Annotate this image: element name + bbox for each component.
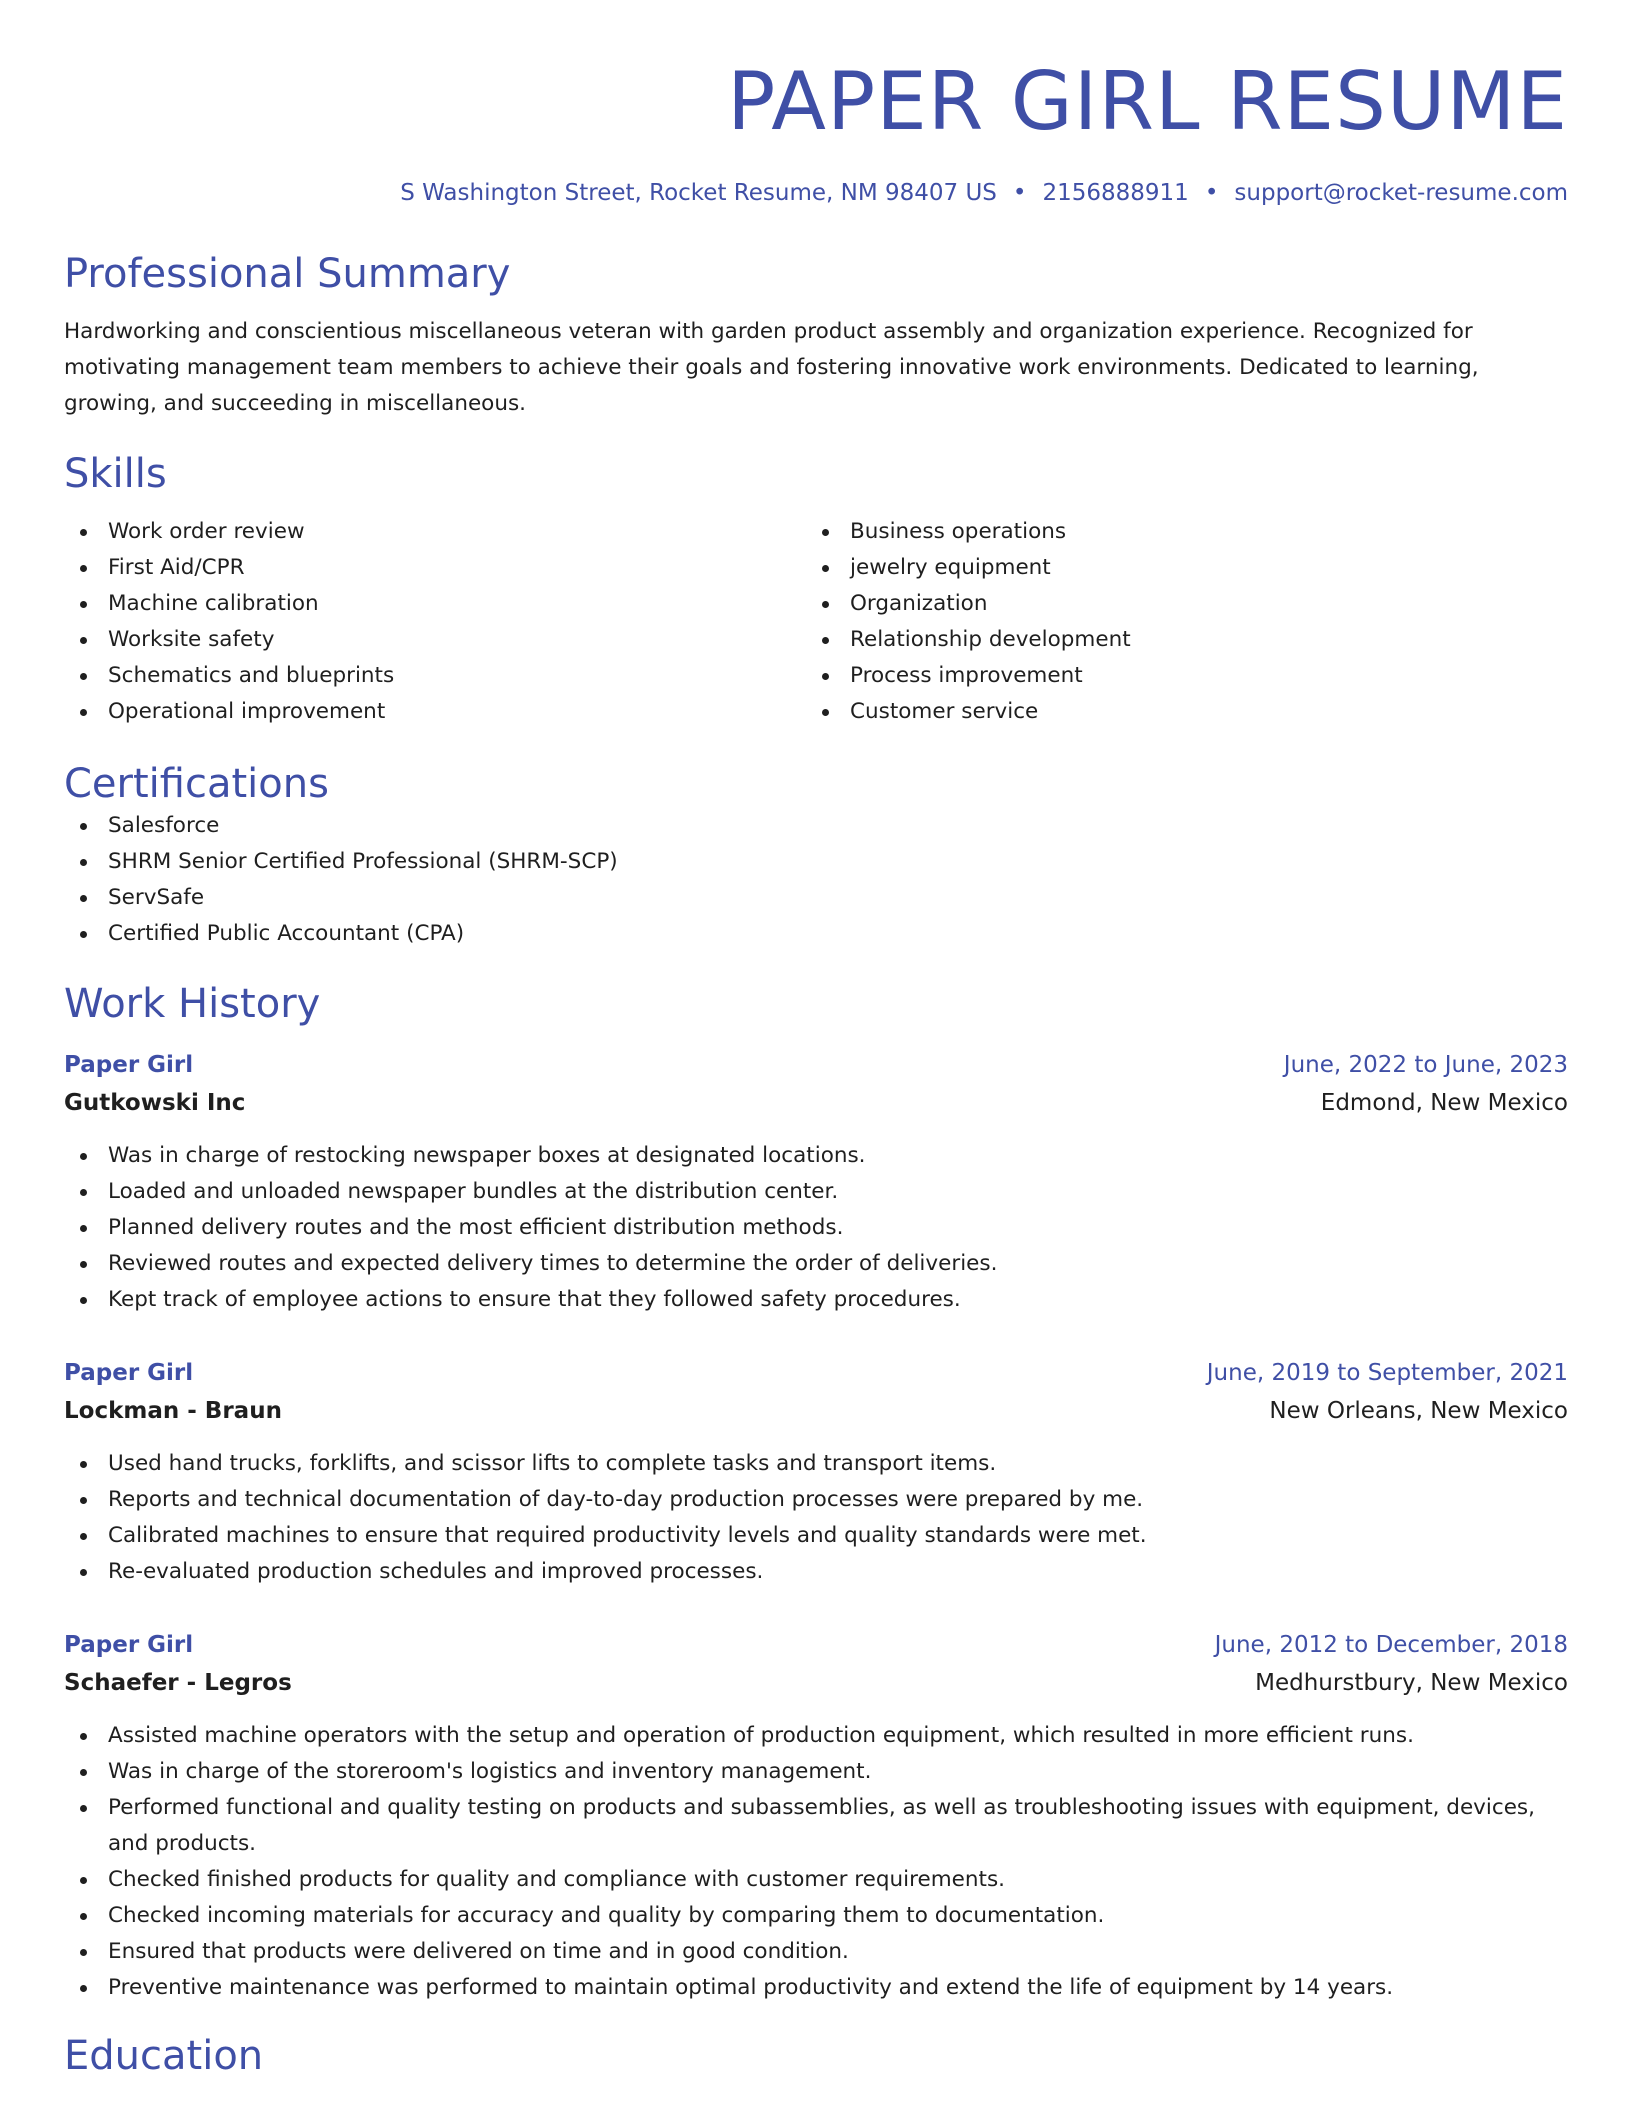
job-bullet: Reports and technical documentation of day-to-day production processes were prepared by me. bbox=[64, 1482, 1568, 1518]
job-bullet: Ensured that products were delivered on time and in good condition. bbox=[64, 1934, 1568, 1970]
job-company: Lockman - Braun bbox=[64, 1398, 282, 1424]
certifications-heading: Certifications bbox=[64, 761, 329, 807]
contact-separator: • bbox=[1204, 180, 1219, 206]
job-dates: June, 2022 to June, 2023 bbox=[1283, 1052, 1568, 1078]
job-bullet: Was in charge of the storeroom's logistics and inventory management. bbox=[64, 1754, 1568, 1790]
skill-item: Process improvement bbox=[806, 658, 1568, 694]
job-bullet: Planned delivery routes and the most efficient distribution methods. bbox=[64, 1210, 1568, 1246]
job-bullet: Loaded and unloaded newspaper bundles at the distribution center. bbox=[64, 1174, 1568, 1210]
job-dates: June, 2019 to September, 2021 bbox=[1206, 1360, 1568, 1386]
skills-list-right bbox=[806, 514, 1568, 730]
skill-item: jewelry equipment bbox=[806, 550, 1568, 586]
job-title: Paper Girl bbox=[64, 1360, 194, 1386]
job-header-row bbox=[64, 1626, 1568, 1664]
job-header-row bbox=[64, 1046, 1568, 1084]
job-company: Gutkowski Inc bbox=[64, 1090, 246, 1116]
skills-grid bbox=[64, 514, 1568, 730]
job-location: Medhurstbury, New Mexico bbox=[1255, 1670, 1568, 1696]
job-bullet: Kept track of employee actions to ensure that they followed safety procedures. bbox=[64, 1282, 1568, 1318]
job-header-row bbox=[64, 1354, 1568, 1392]
skill-item: Relationship development bbox=[806, 622, 1568, 658]
work-history-heading: Work History bbox=[64, 981, 321, 1027]
skill-item: Organization bbox=[806, 586, 1568, 622]
job-bullets bbox=[64, 1446, 1568, 1590]
contact-phone[interactable]: 2156888911 bbox=[1042, 180, 1189, 206]
summary-text: Hardworking and conscientious miscellaneous veteran with garden product assembly and organization experience. Recognized for motivating management team members to achieve their goals and fostering innovative work environments. Dedicated to learning, growing, and succeeding in miscellaneous. bbox=[64, 319, 1479, 416]
job-bullet: Checked finished products for quality and compliance with customer requirements. bbox=[64, 1862, 1568, 1898]
certification-item: SHRM Senior Certified Professional (SHRM-SCP) bbox=[64, 844, 1568, 880]
skills-list-left bbox=[64, 514, 806, 730]
job-bullet: Assisted machine operators with the setup and operation of production equipment, which resulted in more efficient runs. bbox=[64, 1718, 1568, 1754]
job-location: New Orleans, New Mexico bbox=[1269, 1398, 1568, 1424]
contact-address: S Washington Street, Rocket Resume, NM 98407 US bbox=[400, 180, 997, 206]
certifications-list bbox=[64, 808, 1568, 952]
skill-item: Schematics and blueprints bbox=[64, 658, 806, 694]
skill-item: Business operations bbox=[806, 514, 1568, 550]
education-heading: Education bbox=[64, 2033, 264, 2079]
job-title: Paper Girl bbox=[64, 1052, 194, 1078]
job-bullet: Used hand trucks, forklifts, and scissor lifts to complete tasks and transport items. bbox=[64, 1446, 1568, 1482]
job-bullet: Performed functional and quality testing on products and subassemblies, as well as troubleshooting issues with equipment, devices, and products. bbox=[64, 1790, 1568, 1862]
job-bullets bbox=[64, 1138, 1568, 1318]
skill-item: First Aid/CPR bbox=[64, 550, 806, 586]
summary-heading: Professional Summary bbox=[64, 251, 511, 297]
resume-name: PAPER GIRL RESUME bbox=[727, 55, 1568, 148]
job-dates: June, 2012 to December, 2018 bbox=[1214, 1632, 1568, 1658]
job-location: Edmond, New Mexico bbox=[1320, 1090, 1568, 1116]
job-bullet: Preventive maintenance was performed to maintain optimal productivity and extend the life of equipment by 14 years. bbox=[64, 1970, 1568, 2006]
job-bullet: Calibrated machines to ensure that required productivity levels and quality standards were met. bbox=[64, 1518, 1568, 1554]
job-entry bbox=[64, 1046, 1568, 1318]
job-entry bbox=[64, 1354, 1568, 1590]
skill-item: Work order review bbox=[64, 514, 806, 550]
job-company-row bbox=[64, 1084, 1568, 1122]
contact-line bbox=[64, 178, 1568, 208]
job-bullets bbox=[64, 1718, 1568, 2006]
skill-item: Machine calibration bbox=[64, 586, 806, 622]
job-company-row bbox=[64, 1664, 1568, 1702]
job-bullet: Re-evaluated production schedules and improved processes. bbox=[64, 1554, 1568, 1590]
contact-separator: • bbox=[1012, 180, 1027, 206]
contact-email[interactable]: support@rocket-resume.com bbox=[1234, 180, 1568, 206]
skills-heading: Skills bbox=[64, 451, 167, 497]
job-title: Paper Girl bbox=[64, 1632, 194, 1658]
certification-item: ServSafe bbox=[64, 880, 1568, 916]
job-bullet: Checked incoming materials for accuracy and quality by comparing them to documentation. bbox=[64, 1898, 1568, 1934]
job-bullet: Was in charge of restocking newspaper boxes at designated locations. bbox=[64, 1138, 1568, 1174]
job-bullet: Reviewed routes and expected delivery times to determine the order of deliveries. bbox=[64, 1246, 1568, 1282]
job-company-row bbox=[64, 1392, 1568, 1430]
job-entry bbox=[64, 1626, 1568, 2006]
skill-item: Worksite safety bbox=[64, 622, 806, 658]
job-company: Schaefer - Legros bbox=[64, 1670, 292, 1696]
skill-item: Customer service bbox=[806, 694, 1568, 730]
certification-item: Certified Public Accountant (CPA) bbox=[64, 916, 1568, 952]
certification-item: Salesforce bbox=[64, 808, 1568, 844]
skill-item: Operational improvement bbox=[64, 694, 806, 730]
